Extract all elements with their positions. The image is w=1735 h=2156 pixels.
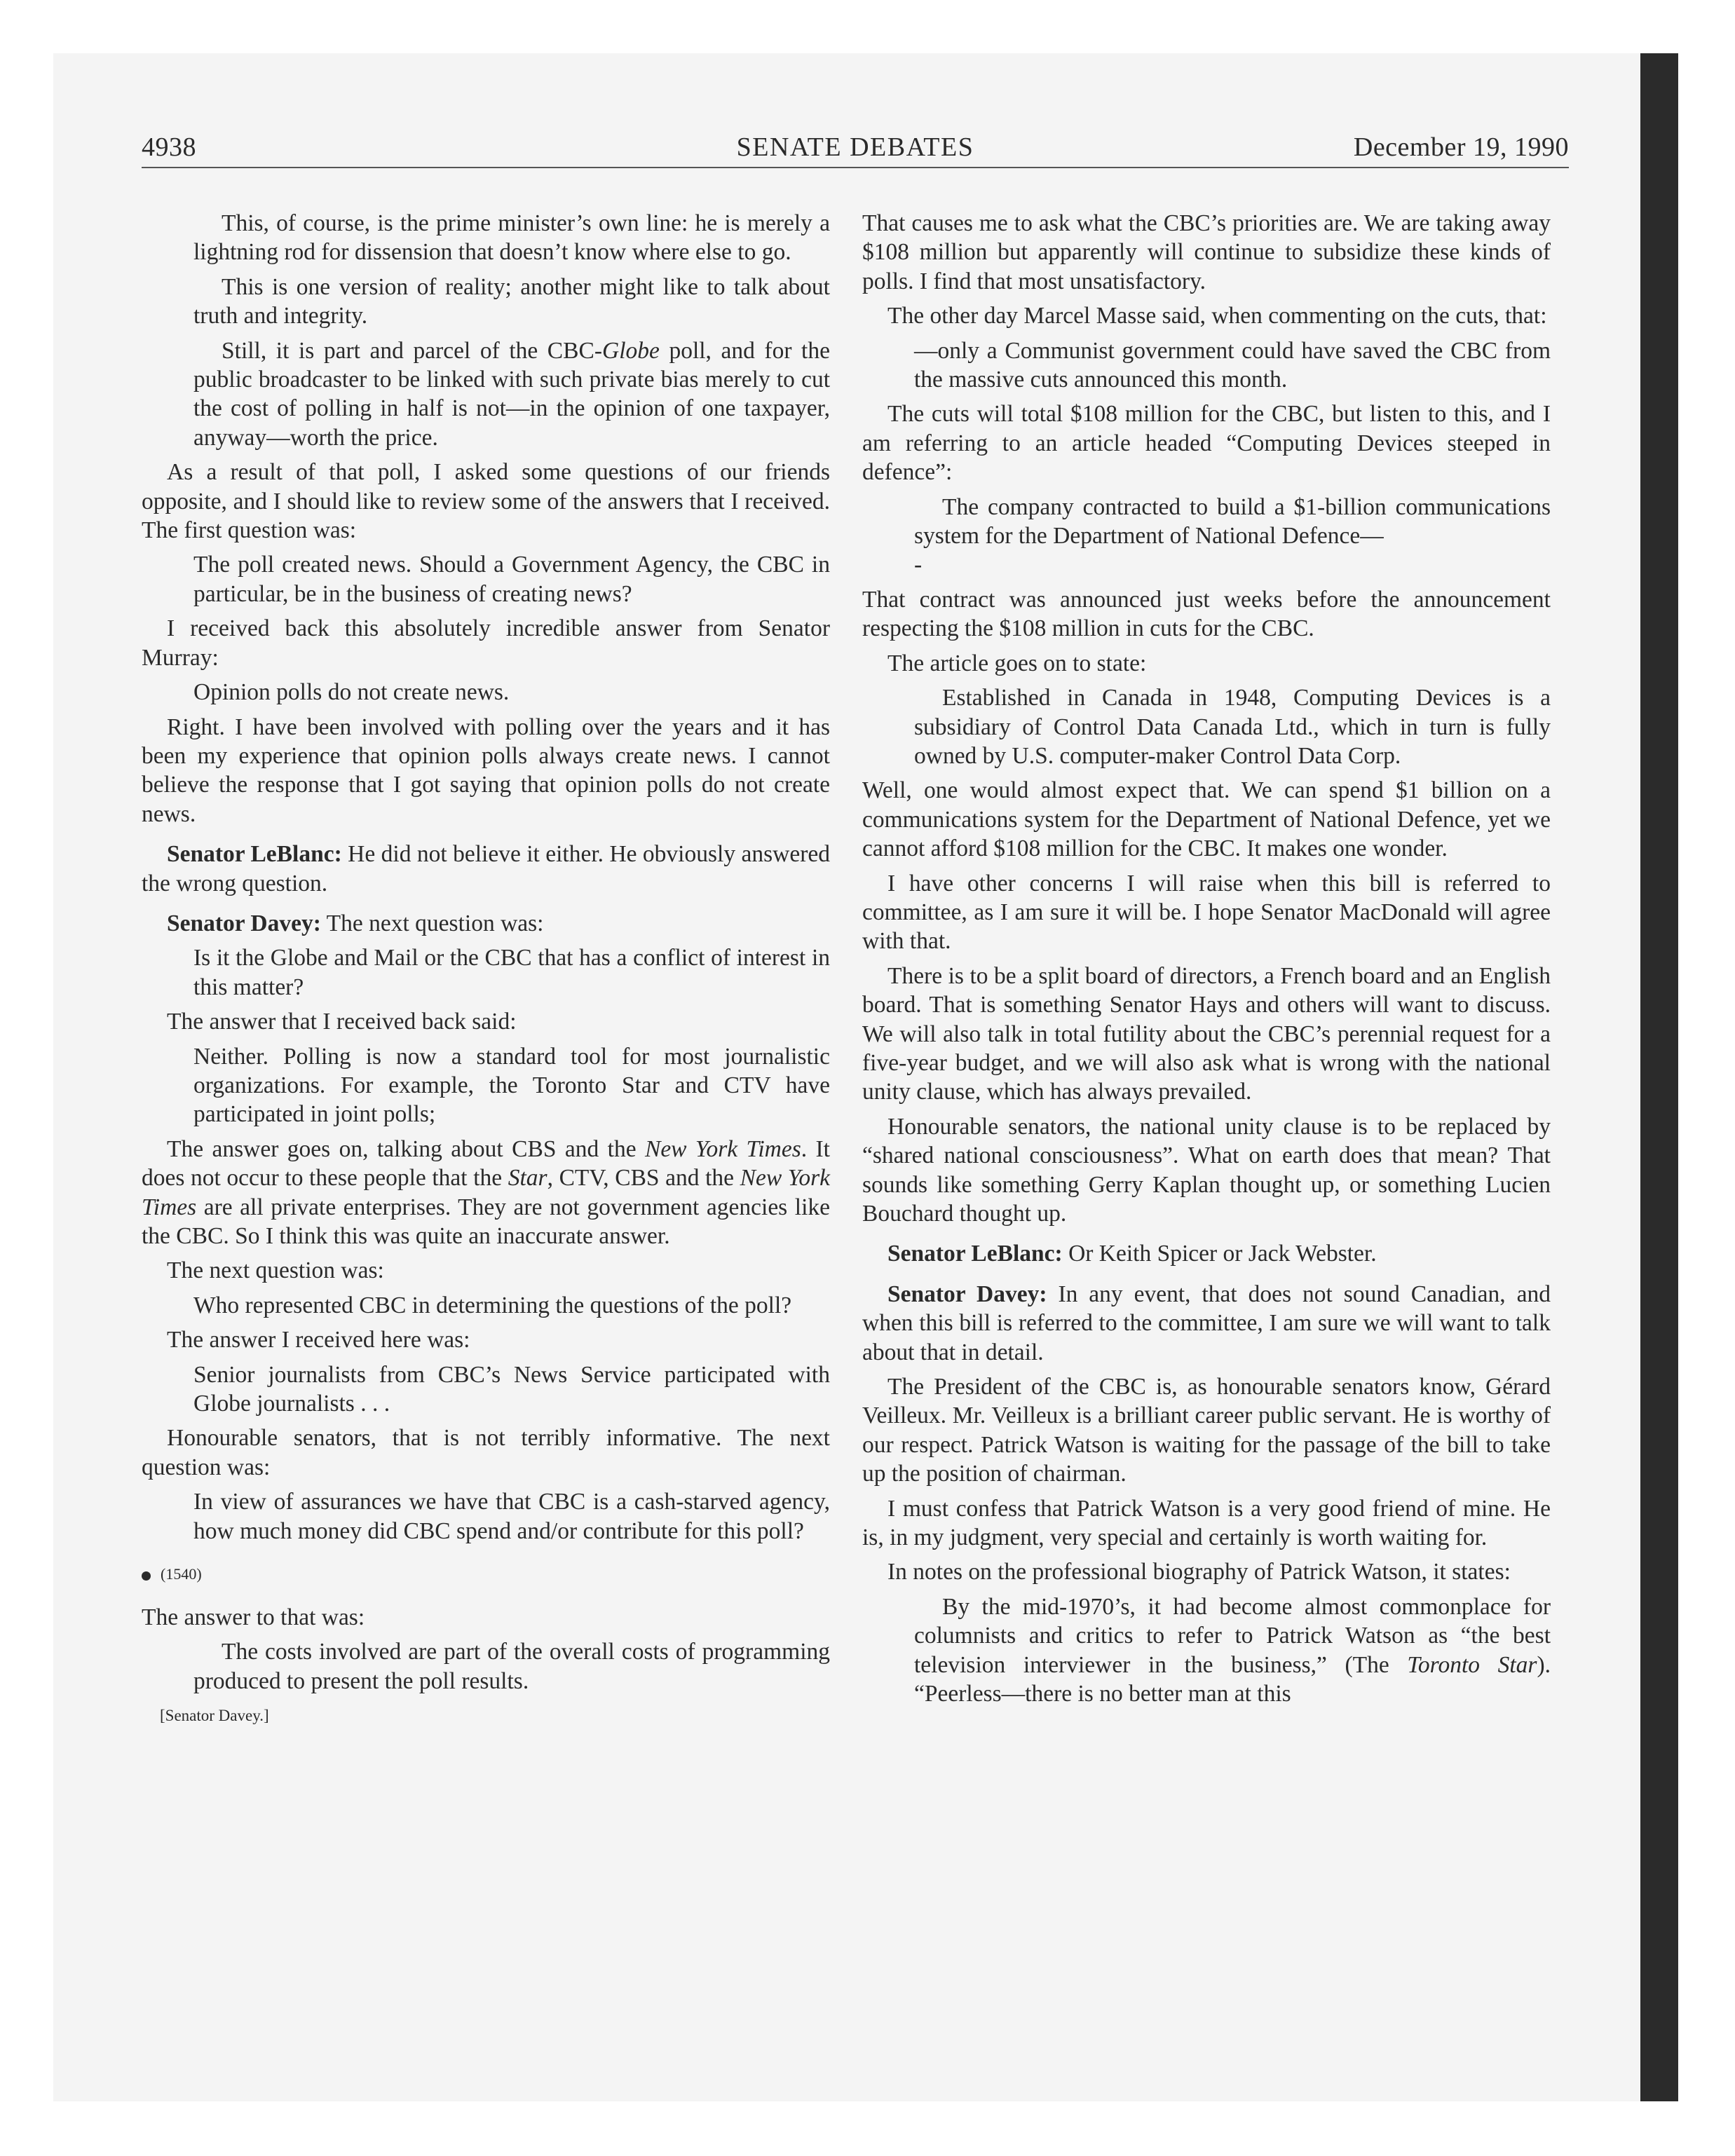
page-date: December 19, 1990 bbox=[1353, 132, 1569, 162]
quote-paragraph: This, of course, is the prime minister’s own line: he is merely a lightning rod for dissension that doesn’t know where else to go. bbox=[193, 210, 830, 266]
quote-paragraph: Opinion polls do not create news. bbox=[193, 679, 510, 706]
speech-paragraph: Senator Davey: In any event, that does not sound Canadian, and when this bill is referred to the committee, I am sure we will want to talk about that in detail. bbox=[862, 1281, 1551, 1365]
paragraph: The President of the CBC is, as honourable senators know, Gérard Veilleux. Mr. Veilleux is a brilliant career public servant. He is worthy of our respect. Patrick Watson is waiting for the passage of the bill to take up the position of chairman. bbox=[862, 1374, 1551, 1487]
paragraph: Honourable senators, the national unity clause is to be replaced by “shared national consciousness”. What on earth does that mean? That sounds like something Gerry Kaplan thought up, or something Lucien Bouchard thought up. bbox=[862, 1113, 1551, 1227]
paragraph: I have other concerns I will raise when this bill is referred to committee, as I am sure it will be. I hope Senator MacDonald will agree with that. bbox=[862, 870, 1551, 955]
paragraph: Honourable senators, that is not terribly informative. The next question was: bbox=[142, 1425, 830, 1480]
speaker-footer: [Senator Davey.] bbox=[160, 1707, 269, 1725]
paragraph: In notes on the professional biography of Patrick Watson, it states: bbox=[887, 1559, 1511, 1585]
quote-paragraph: This is one version of reality; another might like to talk about truth and integrity. bbox=[193, 273, 830, 329]
paragraph: There is to be a split board of directors, a French board and an English board. That is something Senator Hays and others will want to discuss. We will also talk in total futility about the CBC’s perennial request for a five-year budget, and we will also ask what is wrong with the national unity clause, which has always prevailed. bbox=[862, 962, 1551, 1105]
quote-paragraph: —only a Communist government could have saved the CBC from the massive cuts announced this month. bbox=[914, 337, 1551, 393]
speaker-name: Senator LeBlanc: bbox=[167, 841, 342, 868]
paragraph: The next question was: bbox=[167, 1257, 384, 1284]
stray-dash: - bbox=[914, 552, 923, 578]
publication-title: SENATE DEBATES bbox=[736, 132, 974, 162]
header-rule bbox=[142, 167, 1569, 168]
page-number: 4938 bbox=[142, 132, 196, 162]
page-header bbox=[142, 126, 1569, 168]
paragraph: I received back this absolutely incredible answer from Senator Murray: bbox=[142, 615, 830, 671]
quote-paragraph: Senior journalists from CBC’s News Service participated with Globe journalists . . . bbox=[193, 1361, 830, 1417]
paragraph: Well, one would almost expect that. We can spend $1 billion on a communications system for the Department of National Defence, yet we cannot afford $108 million for the CBC. It makes one wonder. bbox=[862, 777, 1551, 862]
quote-paragraph: Established in Canada in 1948, Computing Devices is a subsidiary of Control Data Canada Ltd., which in turn is fully owned by U.S. computer-maker Control Data Corp. bbox=[914, 685, 1551, 769]
binding-edge bbox=[1640, 53, 1678, 2101]
speaker-name: Senator Davey: bbox=[887, 1281, 1047, 1307]
quote-paragraph: The company contracted to build a $1-billion communications system for the Department of National Defence— bbox=[914, 493, 1551, 550]
speech-paragraph: Senator LeBlanc: He did not believe it either. He obviously answered the wrong question. bbox=[142, 841, 830, 896]
quote-paragraph: The costs involved are part of the overall costs of programming produced to present the poll results. bbox=[193, 1639, 830, 1694]
quote-paragraph: Still, it is part and parcel of the CBC-Globe poll, and for the public broadcaster to be linked with such private bias merely to cut the cost of polling in half is not—in the opinion of one taxpayer, anyway—worth the price. bbox=[193, 337, 830, 451]
bullet-dot-icon bbox=[142, 1571, 151, 1581]
quote-paragraph: Neither. Polling is now a standard tool for most journalistic organizations. For example, the Toronto Star and CTV have participated in joint polls; bbox=[193, 1043, 830, 1128]
paragraph: The article goes on to state: bbox=[887, 650, 1147, 676]
speaker-name: Senator Davey: bbox=[167, 910, 321, 936]
paragraph: As a result of that poll, I asked some questions of our friends opposite, and I should like to review some of the answers that I received. The first question was: bbox=[142, 459, 830, 544]
paragraph: The other day Marcel Masse said, when commenting on the cuts, that: bbox=[887, 303, 1547, 329]
speech-paragraph: Senator LeBlanc: Or Keith Spicer or Jack Webster. bbox=[887, 1241, 1377, 1267]
paragraph: The answer goes on, talking about CBS and the New York Times. It does not occur to these people that the Star, CTV, CBS and the New York Times are all private enterprises. They are not government agencies like the CBC. So I think this was quite an inaccurate answer. bbox=[142, 1135, 831, 1249]
speaker-name: Senator LeBlanc: bbox=[887, 1241, 1063, 1267]
paragraph: The cuts will total $108 million for the CBC, but listen to this, and I am referring to an article headed “Computing Devices steeped in defence”: bbox=[862, 401, 1551, 486]
paragraph: That causes me to ask what the CBC’s priorities are. We are taking away $108 million but apparently will continue to subsidize these kinds of polls. I find that most unsatisfactory. bbox=[862, 210, 1551, 294]
paragraph: The answer to that was: bbox=[142, 1604, 365, 1631]
quote-paragraph: In view of assurances we have that CBC is a cash-starved agency, how much money did CBC spend and/or contribute for this poll? bbox=[193, 1489, 830, 1544]
quote-paragraph: Who represented CBC in determining the questions of the poll? bbox=[193, 1292, 792, 1318]
timestamp-marker: (1540) bbox=[142, 1564, 830, 1585]
paragraph: I must confess that Patrick Watson is a very good friend of mine. He is, in my judgment, very special and certainly is worth waiting for. bbox=[862, 1495, 1551, 1551]
quote-paragraph: The poll created news. Should a Government Agency, the CBC in particular, be in the business of creating news? bbox=[193, 552, 830, 607]
left-column bbox=[142, 209, 830, 1732]
paragraph: The answer I received here was: bbox=[167, 1327, 470, 1353]
paragraph: That contract was announced just weeks before the announcement respecting the $108 million in cuts for the CBC. bbox=[862, 586, 1551, 642]
paragraph: Right. I have been involved with polling over the years and it has been my experience that opinion polls always create news. I cannot believe the response that I got saying that opinion polls do not create news. bbox=[142, 714, 830, 827]
paragraph: The answer that I received back said: bbox=[167, 1009, 517, 1035]
speech-paragraph: Senator Davey: The next question was: bbox=[167, 910, 544, 936]
right-column bbox=[862, 209, 1551, 1714]
quote-paragraph: Is it the Globe and Mail or the CBC that has a conflict of interest in this matter? bbox=[193, 945, 830, 1000]
quote-paragraph: By the mid-1970’s, it had become almost commonplace for columnists and critics to refer to Patrick Watson as “the best television interviewer in the business,” (The Toronto Star). “Peerless—there is no better man at this bbox=[914, 1593, 1551, 1707]
